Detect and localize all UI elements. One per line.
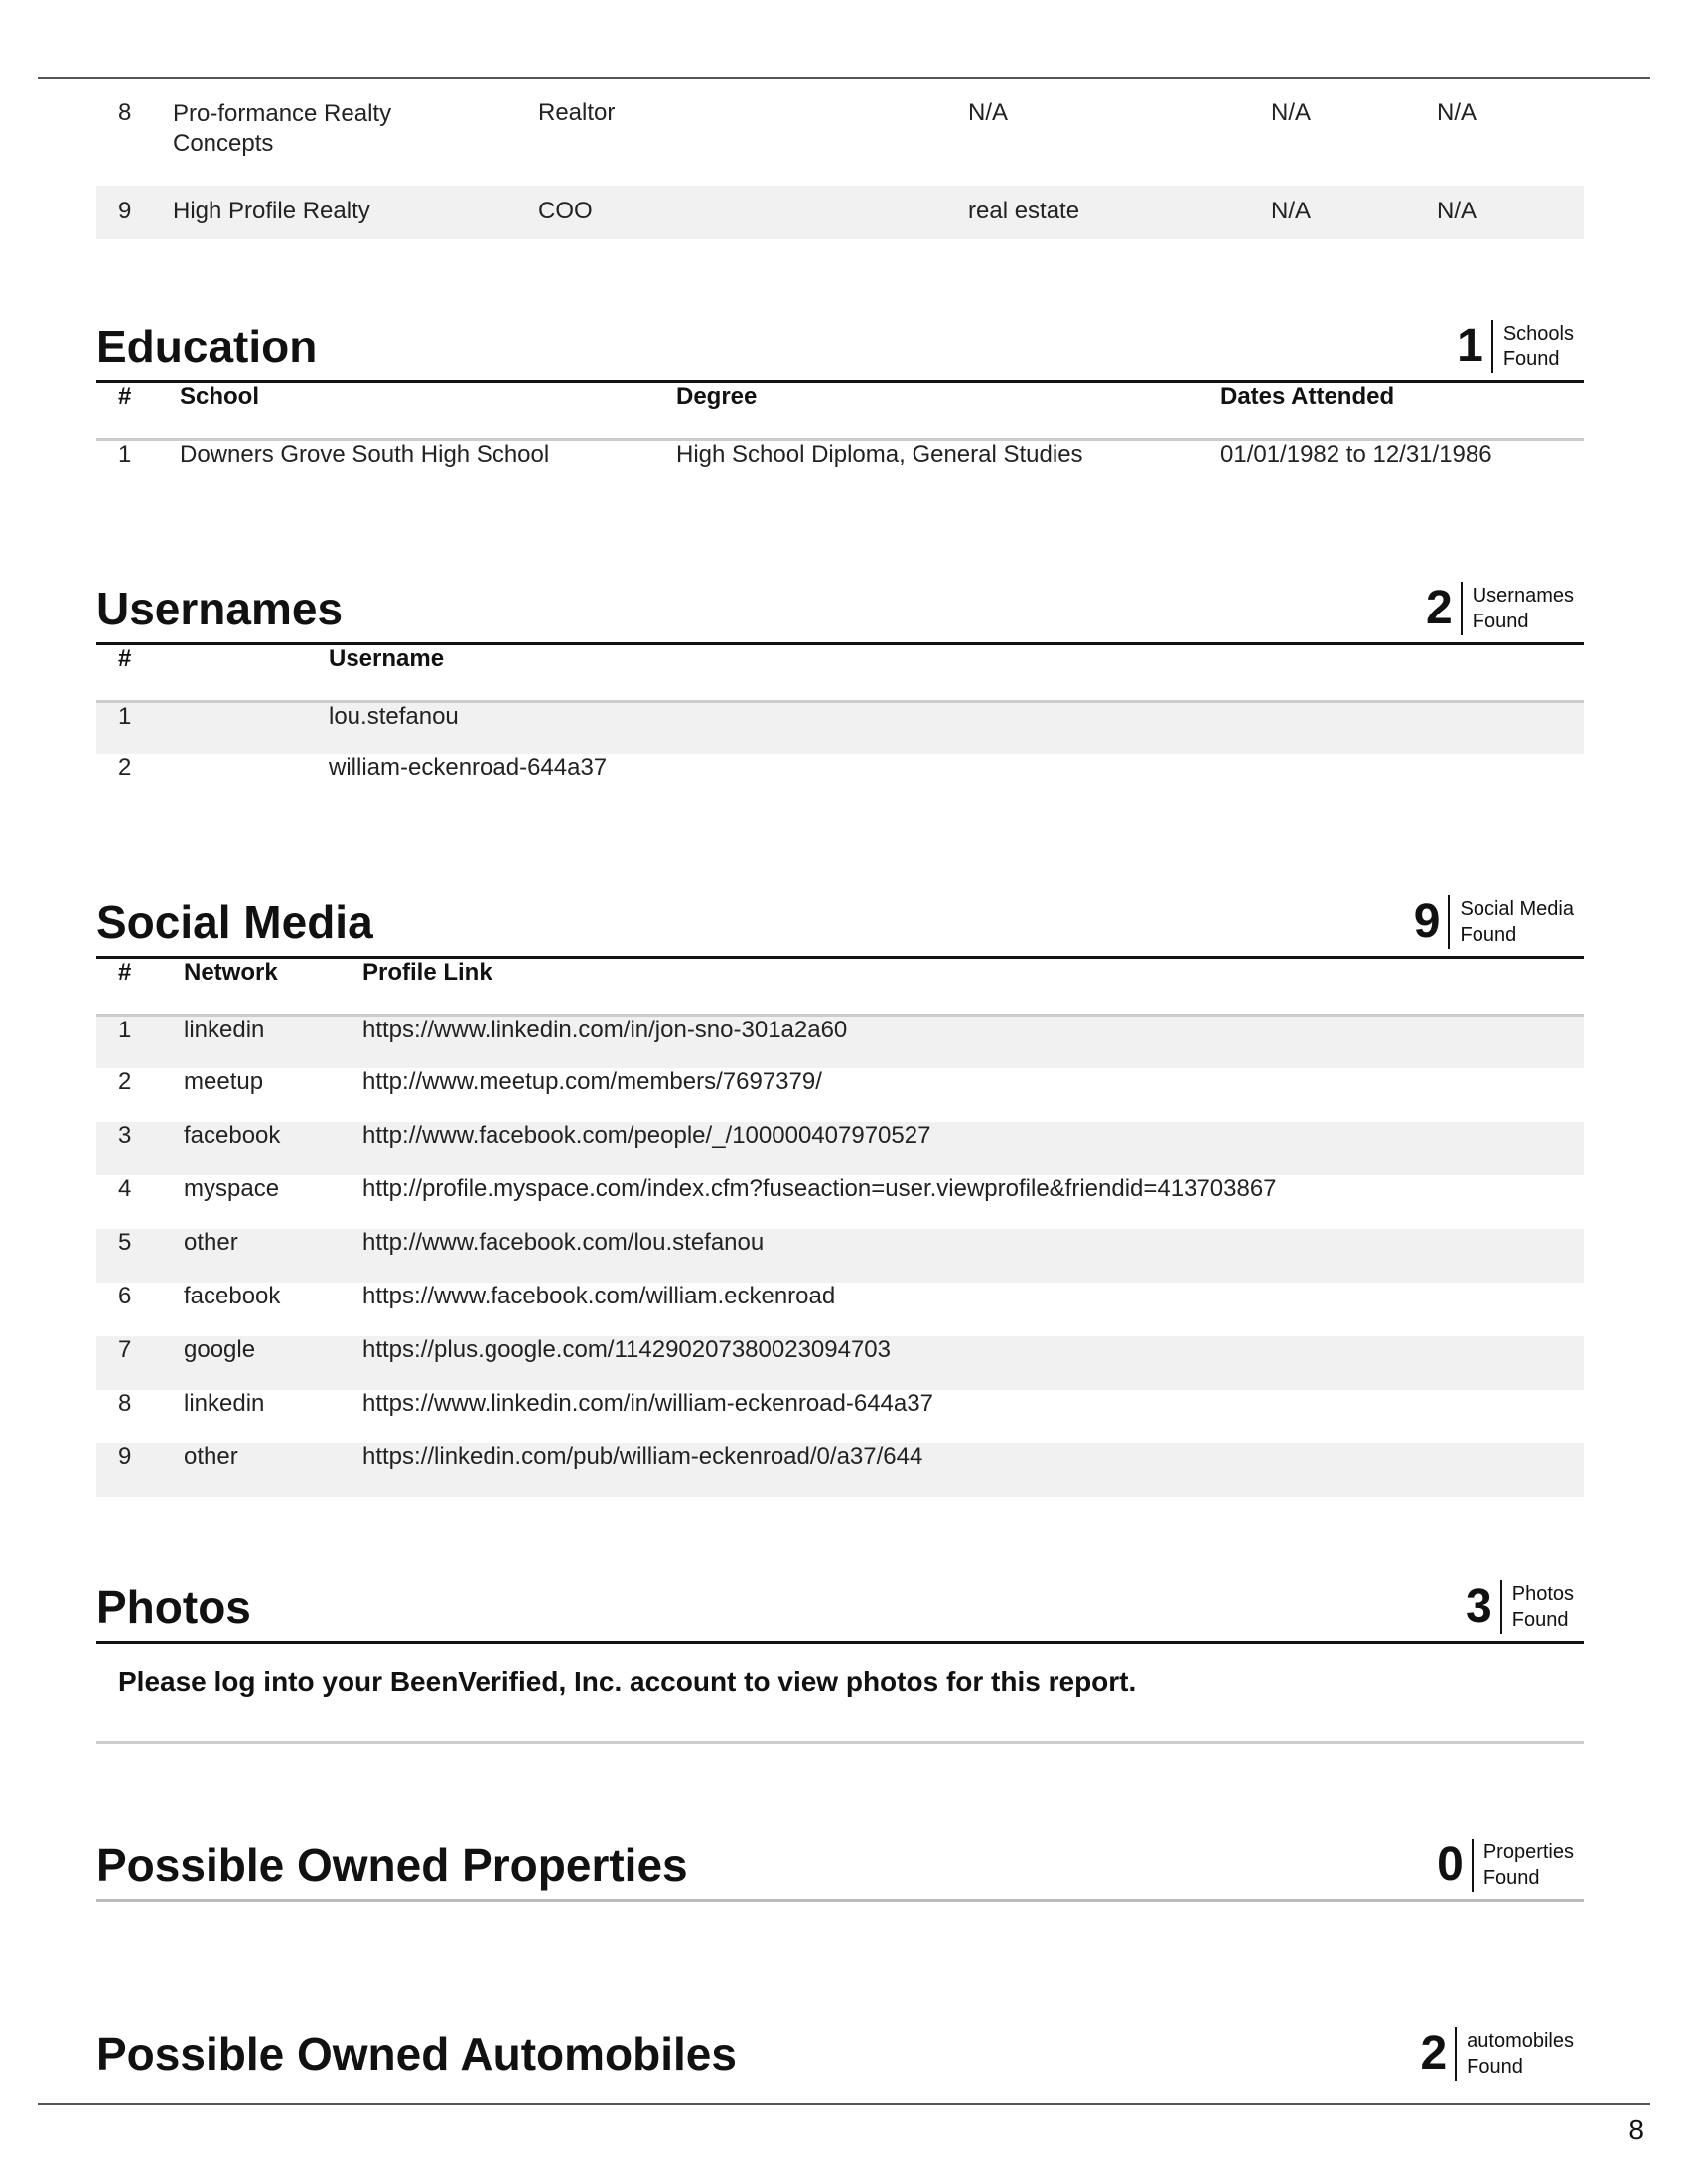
column-header: Username xyxy=(329,645,1584,701)
industry-cell: real estate xyxy=(968,186,1271,239)
properties-section-header xyxy=(96,1817,1584,1902)
table-row xyxy=(96,1015,1584,1068)
job-title-cell: Realtor xyxy=(538,99,616,126)
profile-link[interactable]: http://profile.myspace.com/index.cfm?fuseaction=user.viewprofile&friendid=413703867 xyxy=(362,1175,1277,1202)
table-row xyxy=(96,701,1584,754)
employment-table-continued xyxy=(96,87,1584,239)
count-divider xyxy=(1491,320,1493,373)
count-label xyxy=(1503,321,1574,372)
count-label-line: Found xyxy=(1467,2056,1523,2078)
count-label-line: automobiles xyxy=(1467,2030,1574,2052)
section-underline xyxy=(96,1899,1584,1902)
section-title: Possible Owned Automobiles xyxy=(96,2028,737,2080)
industry-cell: N/A xyxy=(968,99,1009,126)
table-row xyxy=(96,1283,1584,1336)
result-count xyxy=(1426,582,1574,635)
bottom-divider xyxy=(38,2103,1650,2105)
row-number: 9 xyxy=(96,186,173,239)
profile-link[interactable]: http://www.facebook.com/people/_/100000407970527 xyxy=(362,1122,1584,1175)
count-divider xyxy=(1500,1580,1502,1634)
social-media-section-header xyxy=(96,874,1584,959)
network-cell: facebook xyxy=(184,1283,281,1309)
table-row xyxy=(96,1175,1584,1229)
count-label xyxy=(1512,1581,1574,1633)
education-table xyxy=(96,383,1584,492)
count-label-line: Social Media xyxy=(1460,898,1574,920)
result-count xyxy=(1437,1839,1574,1892)
notice-divider xyxy=(96,1741,1584,1744)
end-date-cell: N/A xyxy=(1437,99,1477,126)
table-header-row xyxy=(96,959,1584,1015)
table-row xyxy=(96,1229,1584,1283)
start-date-cell: N/A xyxy=(1271,186,1437,239)
column-header: School xyxy=(180,383,676,439)
result-count xyxy=(1466,1580,1574,1634)
count-label-line: Found xyxy=(1482,1867,1540,1889)
row-number: 1 xyxy=(118,440,132,468)
network-cell: linkedin xyxy=(184,1390,265,1417)
table-row xyxy=(96,1443,1584,1497)
count-label-line: Found xyxy=(1472,611,1529,632)
table-header-row xyxy=(96,383,1584,439)
count-number: 9 xyxy=(1413,895,1441,948)
section-title: Education xyxy=(96,321,318,372)
school-cell: Downers Grove South High School xyxy=(180,440,550,468)
count-number: 1 xyxy=(1457,320,1483,372)
section-title: Social Media xyxy=(96,896,373,948)
count-label xyxy=(1483,1840,1574,1891)
count-divider xyxy=(1461,582,1463,635)
section-title: Usernames xyxy=(96,583,344,634)
profile-link[interactable]: https://linkedin.com/pub/william-eckenroad/0/a37/644 xyxy=(362,1443,1584,1497)
job-title-cell: COO xyxy=(538,186,968,239)
table-row xyxy=(96,754,1584,808)
row-number: 4 xyxy=(118,1175,132,1202)
section-title: Possible Owned Properties xyxy=(96,1840,688,1891)
column-header: # xyxy=(96,959,184,1015)
count-label-line: Schools xyxy=(1502,323,1574,344)
count-number: 0 xyxy=(1437,1839,1464,1891)
row-number: 3 xyxy=(96,1122,184,1175)
count-label-line: Found xyxy=(1502,348,1560,370)
row-number: 5 xyxy=(96,1229,184,1283)
count-label-line: Photos xyxy=(1511,1583,1574,1605)
table-row xyxy=(96,186,1584,239)
end-date-cell: N/A xyxy=(1437,186,1584,239)
column-header: Network xyxy=(184,959,362,1015)
table-row xyxy=(96,439,1584,492)
degree-cell: High School Diploma, General Studies xyxy=(676,440,1083,468)
start-date-cell: N/A xyxy=(1271,99,1312,126)
network-cell: other xyxy=(184,1443,362,1497)
network-cell: facebook xyxy=(184,1122,362,1175)
count-label xyxy=(1460,896,1574,948)
profile-link[interactable]: http://www.meetup.com/members/7697379/ xyxy=(362,1068,822,1095)
usernames-section-header xyxy=(96,560,1584,645)
usernames-table xyxy=(96,645,1584,808)
education-section-header xyxy=(96,298,1584,383)
count-divider xyxy=(1455,2027,1457,2081)
username-cell: lou.stefanou xyxy=(329,701,1584,754)
count-number: 2 xyxy=(1420,2027,1448,2080)
network-cell: google xyxy=(184,1336,362,1390)
network-cell: linkedin xyxy=(184,1015,362,1068)
automobiles-section-header xyxy=(96,1995,1584,2091)
table-row xyxy=(96,1390,1584,1443)
table-row xyxy=(96,1068,1584,1122)
count-number: 2 xyxy=(1426,582,1453,634)
row-number: 6 xyxy=(118,1283,132,1309)
network-cell: myspace xyxy=(184,1175,280,1202)
result-count xyxy=(1457,320,1574,373)
top-divider xyxy=(38,77,1650,79)
network-cell: meetup xyxy=(184,1068,264,1095)
column-header: # xyxy=(96,645,329,701)
profile-link[interactable]: https://www.facebook.com/william.eckenroad xyxy=(362,1283,836,1309)
username-cell: william-eckenroad-644a37 xyxy=(329,754,608,781)
result-count xyxy=(1414,895,1574,949)
row-number: 1 xyxy=(96,701,329,754)
social-media-table xyxy=(96,959,1584,1497)
row-number: 7 xyxy=(96,1336,184,1390)
count-divider xyxy=(1472,1839,1474,1892)
row-number: 8 xyxy=(118,1390,132,1417)
profile-link[interactable]: https://www.linkedin.com/in/william-eckenroad-644a37 xyxy=(362,1390,933,1417)
count-number: 3 xyxy=(1466,1580,1492,1633)
section-title: Photos xyxy=(96,1581,251,1633)
company-cell: Pro-formance Realty Concepts xyxy=(173,100,392,157)
column-header: Profile Link xyxy=(362,959,1584,1015)
result-count xyxy=(1420,2027,1574,2081)
row-number: 1 xyxy=(96,1015,184,1068)
row-number: 8 xyxy=(118,99,132,126)
count-label-line: Usernames xyxy=(1472,585,1574,607)
count-divider xyxy=(1448,895,1450,949)
profile-link[interactable]: https://plus.google.com/114290207380023094703 xyxy=(362,1336,1584,1390)
profile-link[interactable]: https://www.linkedin.com/in/jon-sno-301a2a60 xyxy=(362,1015,1584,1068)
dates-cell: 01/01/1982 to 12/31/1986 xyxy=(1220,440,1492,468)
column-header: # xyxy=(96,383,180,439)
column-header: Dates Attended xyxy=(1220,383,1584,439)
row-number: 9 xyxy=(96,1443,184,1497)
notice-text: Please log into your BeenVerified, Inc. account to view photos for this report. xyxy=(118,1666,1137,1697)
company-cell: High Profile Realty xyxy=(173,186,538,239)
network-cell: other xyxy=(184,1229,362,1283)
row-number: 2 xyxy=(118,1068,132,1095)
count-label xyxy=(1467,2028,1574,2080)
count-label-line: Properties xyxy=(1482,1842,1574,1863)
table-header-row xyxy=(96,645,1584,701)
table-row xyxy=(96,87,1584,186)
count-label xyxy=(1473,583,1574,634)
count-label-line: Found xyxy=(1460,924,1517,946)
count-label-line: Found xyxy=(1511,1609,1569,1631)
photos-section-header xyxy=(96,1559,1584,1644)
page-number: 8 xyxy=(1628,2115,1644,2145)
photos-login-notice xyxy=(96,1644,1584,1744)
table-row xyxy=(96,1336,1584,1390)
row-number: 2 xyxy=(118,754,132,781)
column-header: Degree xyxy=(676,383,1220,439)
table-row xyxy=(96,1122,1584,1175)
profile-link[interactable]: http://www.facebook.com/lou.stefanou xyxy=(362,1229,1584,1283)
